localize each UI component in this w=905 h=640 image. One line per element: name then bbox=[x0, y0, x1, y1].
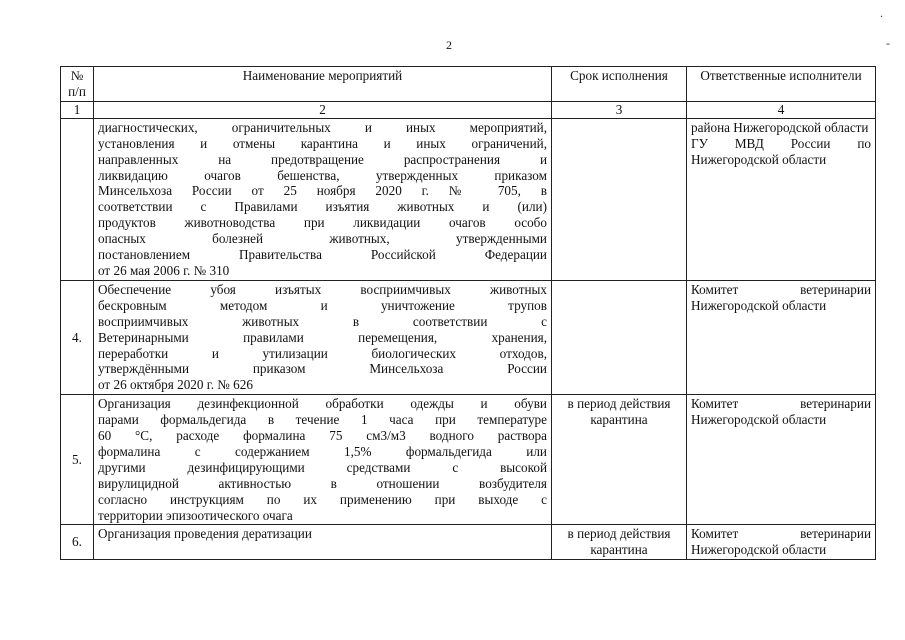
column-number: 4 bbox=[687, 101, 876, 118]
row-responsible bbox=[687, 280, 876, 394]
measure-line: утверждёнными приказом Минсельхоза России bbox=[98, 361, 547, 377]
row-term bbox=[552, 525, 687, 560]
table-row bbox=[61, 280, 876, 394]
column-number-row bbox=[61, 101, 876, 118]
responsible-line: Комитет ветеринарии bbox=[691, 526, 871, 542]
row-responsible bbox=[687, 525, 876, 560]
term-line: в период действия bbox=[567, 526, 671, 542]
header-responsible: Ответственные исполнители bbox=[687, 67, 876, 102]
row-term bbox=[552, 118, 687, 280]
row-number: 5. bbox=[61, 395, 94, 525]
table-row bbox=[61, 118, 876, 280]
measure-line: Минсельхоза России от 25 ноября 2020 г. № 705, в bbox=[98, 183, 547, 199]
row-responsible bbox=[687, 395, 876, 525]
measure-line: направленных на предотвращение распространения и bbox=[98, 151, 547, 167]
measure-line: соответствии с Правилами изъятия животных и (или) bbox=[98, 199, 547, 215]
table-header-row bbox=[61, 67, 876, 102]
measure-line: опасных болезней животных, утвержденными bbox=[98, 231, 547, 247]
row-measure bbox=[94, 118, 552, 280]
corner-mark-top: . bbox=[880, 6, 883, 20]
header-name: Наименование мероприятий bbox=[94, 67, 552, 102]
table-row bbox=[61, 395, 876, 525]
term-line: карантина bbox=[590, 412, 648, 428]
measure-line: другими дезинфицирующими средствами с высокой bbox=[98, 459, 547, 475]
measure-line: территории эпизоотического очага bbox=[98, 507, 293, 523]
column-number: 1 bbox=[61, 101, 94, 118]
measure-line: 60 °С, расходе формалина 75 см3/м3 водного раствора bbox=[98, 428, 547, 444]
measure-line: парами формальдегида в течение 1 часа при температуре bbox=[98, 412, 547, 428]
page-number: 2 bbox=[446, 38, 452, 52]
measure-line: установления и отмены карантина и иных ограничений, bbox=[98, 135, 547, 151]
responsible-line: Комитет ветеринарии bbox=[691, 281, 871, 297]
responsible-line: Нижегородской области bbox=[691, 151, 827, 167]
row-responsible bbox=[687, 118, 876, 280]
measure-line: Обеспечение убоя изъятых восприимчивых животных bbox=[98, 281, 547, 297]
row-measure bbox=[94, 395, 552, 525]
measure-line: от 26 октября 2020 г. № 626 bbox=[98, 377, 253, 393]
row-number bbox=[61, 118, 94, 280]
responsible-line: района Нижегородской области bbox=[691, 119, 869, 135]
measure-line: согласно инструкциям по их применению при выходе с bbox=[98, 491, 547, 507]
responsible-line: ГУ МВД России по bbox=[691, 135, 871, 151]
row-term bbox=[552, 280, 687, 394]
measure-line: ликвидацию очагов бешенства, утвержденных приказом bbox=[98, 167, 547, 183]
row-measure bbox=[94, 525, 552, 560]
measure-line: от 26 мая 2006 г. № 310 bbox=[98, 262, 230, 278]
measure-line: бескровным методом и уничтожение трупов bbox=[98, 297, 547, 313]
table-row bbox=[61, 525, 876, 560]
responsible-line: Нижегородской области bbox=[691, 412, 827, 428]
measures-table bbox=[60, 66, 876, 560]
column-number: 3 bbox=[552, 101, 687, 118]
measure-line: вирулицидной активностью в отношении возбудителя bbox=[98, 475, 547, 491]
term-line: в период действия bbox=[567, 396, 671, 412]
measure-line: формалина с содержанием 1,5% формальдегида или bbox=[98, 443, 547, 459]
measure-line: постановлением Правительства Российской Федерации bbox=[98, 247, 547, 263]
responsible-line: Нижегородской области bbox=[691, 542, 827, 558]
header-num: № п/п bbox=[61, 67, 94, 102]
measure-line: восприимчивых животных в соответствии с bbox=[98, 313, 547, 329]
row-measure bbox=[94, 280, 552, 394]
responsible-line: Комитет ветеринарии bbox=[691, 396, 871, 412]
measure-line: Организация проведения дератизации bbox=[98, 526, 312, 542]
row-number: 4. bbox=[61, 280, 94, 394]
measure-line: диагностических, ограничительных и иных мероприятий, bbox=[98, 119, 547, 135]
header-term: Срок исполнения bbox=[552, 67, 687, 102]
term-line: карантина bbox=[590, 542, 648, 558]
measure-line: продуктов животноводства при ликвидации очагов особо bbox=[98, 215, 547, 231]
measure-line: Организация дезинфекционной обработки одежды и обуви bbox=[98, 396, 547, 412]
measure-line: Ветеринарными правилами перемещения, хранения, bbox=[98, 329, 547, 345]
row-term bbox=[552, 395, 687, 525]
column-number: 2 bbox=[94, 101, 552, 118]
corner-mark-side: - bbox=[886, 36, 890, 50]
responsible-line: Нижегородской области bbox=[691, 297, 827, 313]
measure-line: переработки и утилизации биологических отходов, bbox=[98, 345, 547, 361]
row-number: 6. bbox=[61, 525, 94, 560]
